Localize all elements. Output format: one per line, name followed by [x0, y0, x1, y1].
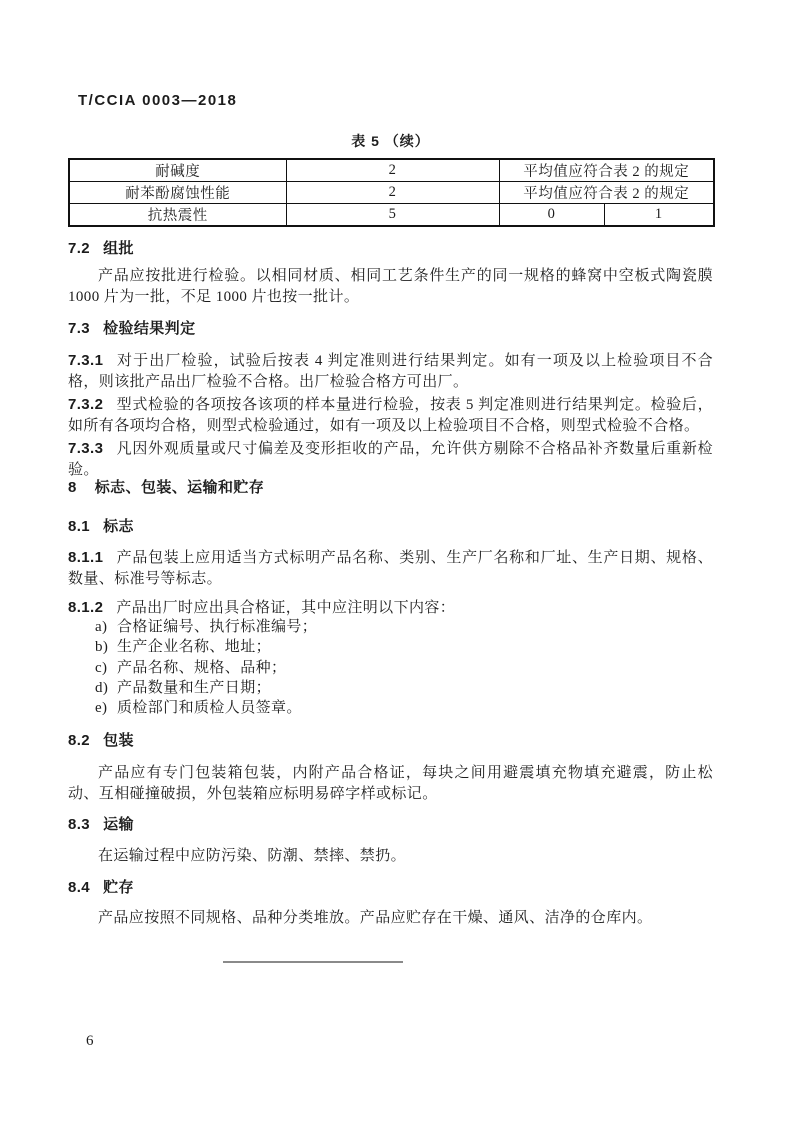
- clause-number: 8.3: [68, 816, 91, 833]
- clause-text: 型式检验的各项按各该项的样本量进行检验，按表 5 判定准则进行结果判定。检验后，如所有各项均合格，则型式检验通过，如有一项及以上检验项目不合格，则型式检验不合格。: [68, 397, 713, 434]
- table-cell-sample-size: 2: [286, 159, 499, 182]
- clause-title: 包装: [103, 732, 134, 749]
- clause-text: 对于出厂检验，试验后按表 4 判定准则进行结果判定。如有一项及以上检验项目不合格，则该批产品出厂检验不合格。出厂检验合格方可出厂。: [68, 353, 713, 390]
- table-cell-sample-size: 5: [286, 204, 499, 227]
- table-5-continued: [68, 158, 715, 227]
- para-7-3-1: [68, 350, 713, 393]
- list-item: [68, 637, 713, 657]
- clause-title: 标志: [103, 518, 134, 535]
- list-text: 生产企业名称、地址；: [117, 639, 272, 656]
- heading-7-2: [68, 238, 713, 259]
- clause-number: 8.1.2: [68, 599, 104, 616]
- heading-8-1: [68, 516, 713, 537]
- table-cell-item: 耐苯酚腐蚀性能: [69, 182, 286, 204]
- end-of-text-divider: [223, 961, 403, 963]
- para-7-2: 产品应按批进行检验。以相同材质、相同工艺条件生产的同一规格的蜂窝中空板式陶瓷膜 1000 片为一批，不足 1000 片也按一批计。: [68, 268, 713, 305]
- clause-number: 7.3.2: [68, 396, 104, 413]
- clause-text: 产品出厂时应出具合格证，其中应注明以下内容：: [116, 600, 456, 616]
- table-cell-criteria: 平均值应符合表 2 的规定: [499, 159, 714, 182]
- list-marker: d): [95, 679, 109, 696]
- list-marker: e): [95, 700, 108, 717]
- list-item: [68, 678, 713, 698]
- list-item: [68, 658, 713, 678]
- clause-number: 8.1.1: [68, 549, 104, 566]
- list-item: [68, 617, 713, 637]
- heading-8-3: [68, 814, 713, 835]
- clause-title: 运输: [103, 816, 134, 833]
- clause-title: 组批: [103, 240, 134, 257]
- table-cell-criteria: 平均值应符合表 2 的规定: [499, 182, 714, 204]
- list-text: 产品数量和生产日期；: [117, 679, 272, 696]
- heading-8: [68, 477, 713, 498]
- clause-number: 8.2: [68, 732, 91, 749]
- clause-number: 8.4: [68, 879, 91, 896]
- heading-7-3: [68, 318, 713, 339]
- list-marker: a): [95, 619, 108, 635]
- list-marker: b): [95, 639, 109, 656]
- para-8-4: 产品应按照不同规格、品种分类堆放。产品应贮存在干燥、通风、洁净的仓库内。: [98, 910, 653, 926]
- table-row: [69, 182, 714, 204]
- list-text: 产品名称、规格、品种；: [117, 659, 287, 676]
- clause-number: 8.1: [68, 518, 91, 535]
- clause-text: 凡因外观质量或尺寸偏差及变形拒收的产品，允许供方剔除不合格品补齐数量后重新检验。: [68, 441, 713, 478]
- para-7-3-2: [68, 394, 713, 437]
- table-cell-sample-size: 2: [286, 182, 499, 204]
- table-row: [69, 204, 714, 227]
- heading-8-4: [68, 877, 713, 898]
- list-text: 合格证编号、执行标准编号；: [117, 619, 318, 635]
- list-text: 质检部门和质检人员签章。: [117, 700, 302, 717]
- clause-number: 7.3.3: [68, 440, 104, 457]
- para-8-3: 在运输过程中应防污染、防潮、禁摔、禁扔。: [98, 848, 407, 864]
- page-number: 6: [86, 1033, 94, 1049]
- table-caption: 表 5 （续）: [351, 133, 430, 149]
- heading-8-2: [68, 730, 713, 751]
- para-8-1-2: [68, 597, 713, 619]
- clause-title: 检验结果判定: [103, 320, 196, 337]
- clause-number: 8: [68, 479, 77, 496]
- clause-title: 贮存: [103, 879, 134, 896]
- list-marker: c): [95, 659, 108, 676]
- table-cell-re: 1: [604, 204, 714, 227]
- para-8-1-1: [68, 547, 713, 590]
- list-item: [68, 698, 713, 718]
- clause-title: 标志、包装、运输和贮存: [94, 479, 265, 496]
- doc-code-header: T/CCIA 0003—2018: [78, 92, 238, 109]
- table-cell-item: 抗热震性: [69, 204, 286, 227]
- para-7-3-3: [68, 438, 713, 481]
- clause-number: 7.2: [68, 240, 91, 257]
- table-cell-item: 耐碱度: [69, 159, 286, 182]
- clause-number: 7.3: [68, 320, 91, 337]
- clause-text: 产品包装上应用适当方式标明产品名称、类别、生产厂名称和厂址、生产日期、规格、数量、标准号等标志。: [68, 550, 713, 587]
- conformity-cert-list: [68, 617, 713, 718]
- clause-number: 7.3.1: [68, 352, 104, 369]
- table-cell-ac: 0: [499, 204, 604, 227]
- para-8-2: 产品应有专门包装箱包装，内附产品合格证，每块之间用避震填充物填充避震，防止松动、互相碰撞破损，外包装箱应标明易碎字样或标记。: [68, 765, 713, 802]
- table-row: [69, 159, 714, 182]
